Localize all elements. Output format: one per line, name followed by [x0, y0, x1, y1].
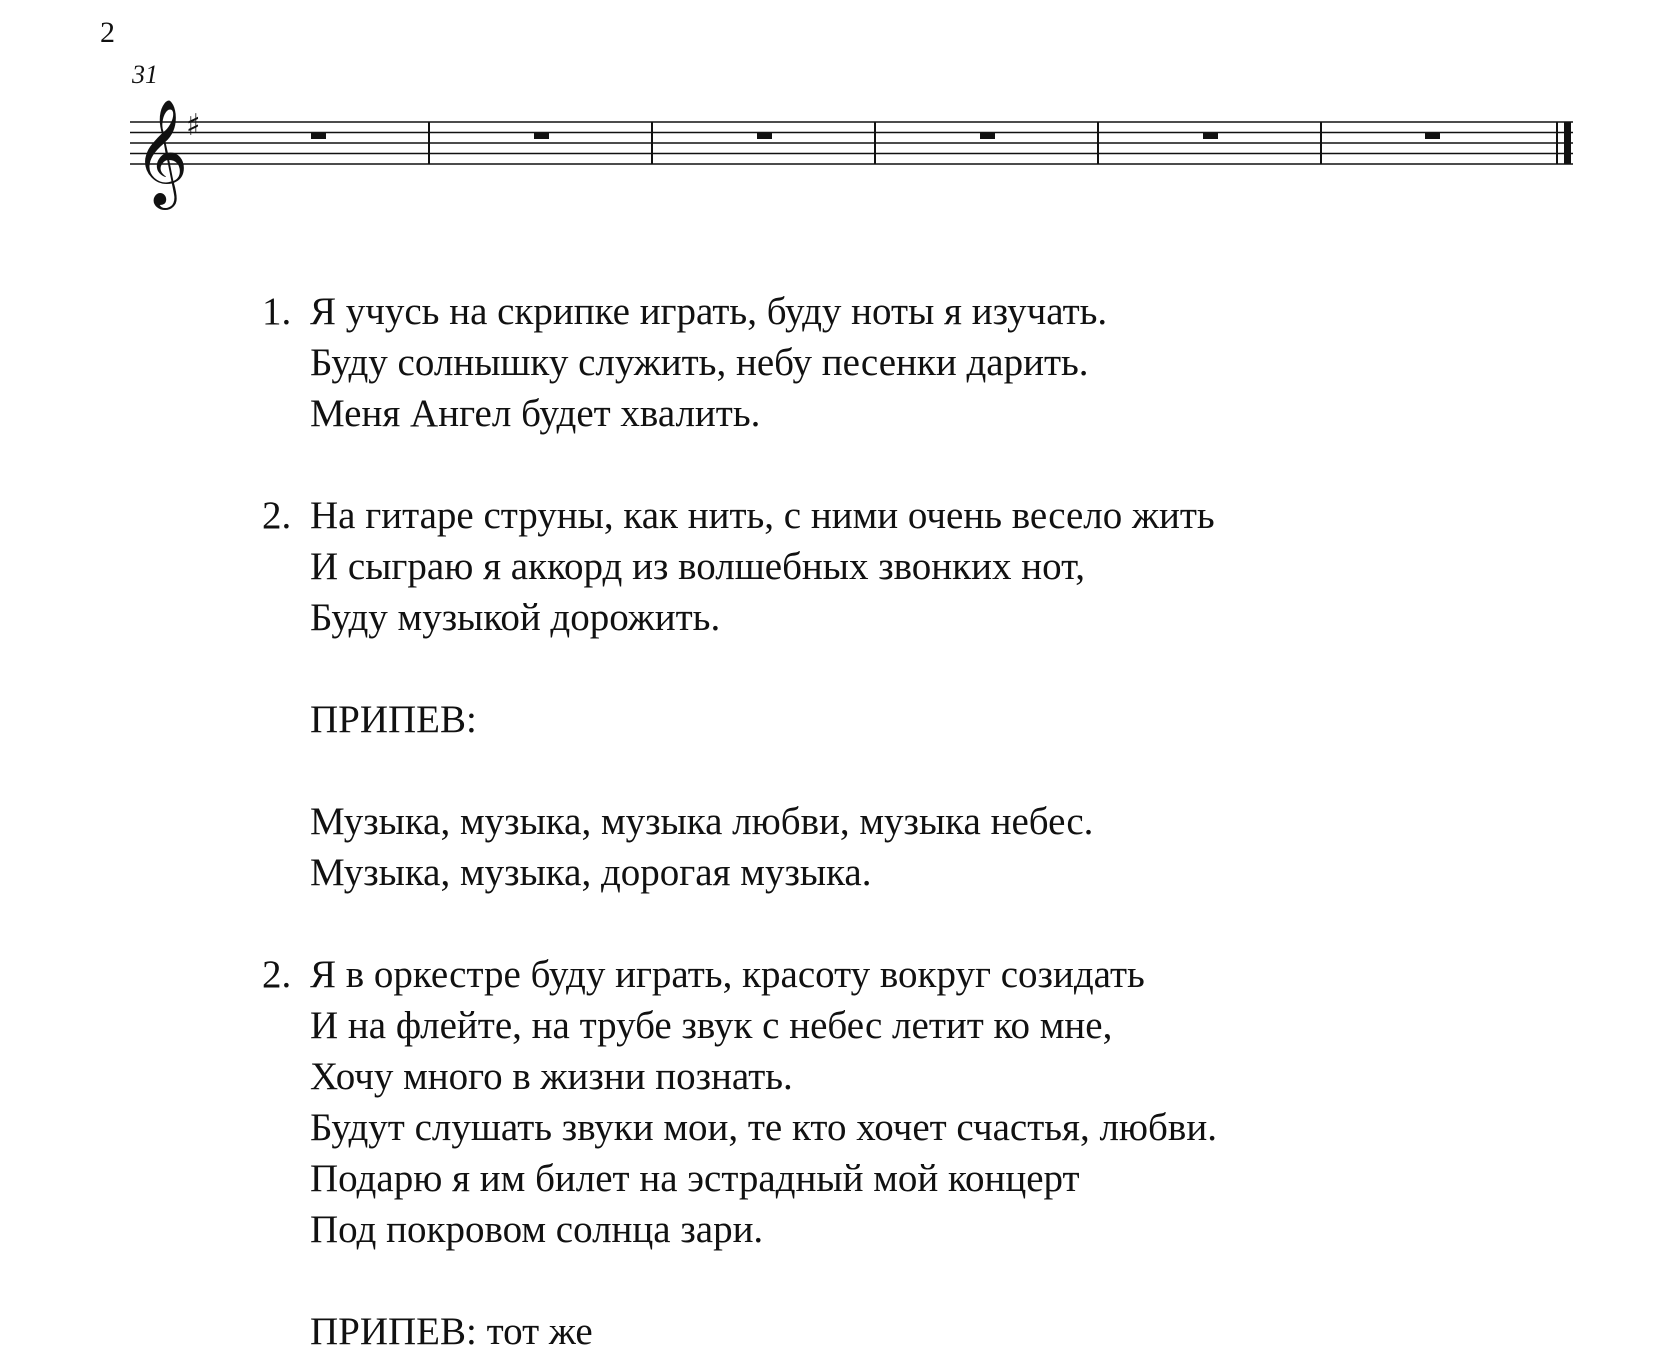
lyric-line: И сыграю я аккорд из волшебных звонких нот, — [310, 545, 1085, 588]
staff-lines — [130, 122, 1573, 164]
lyric-line: Буду солнышку служить, небу песенки дарить. — [310, 341, 1089, 384]
whole-rest — [1203, 133, 1218, 139]
whole-rest — [980, 133, 995, 139]
final-barline-thick — [1564, 122, 1571, 164]
chorus-repeat-label: ПРИПЕВ: тот же — [310, 1310, 593, 1353]
chorus — [310, 796, 1462, 898]
lyric-line: Музыка, музыка, дорогая музыка. — [310, 851, 872, 894]
whole-rest — [1425, 133, 1440, 139]
lyric-line: На гитаре струны, как нить, с ними очень весело жить — [310, 494, 1215, 537]
page-number: 2 — [100, 16, 115, 49]
lyric-line: Подарю я им билет на эстрадный мой концерт — [310, 1157, 1080, 1200]
verse-number: 1. — [262, 290, 292, 333]
verse-number: 2. — [262, 494, 292, 537]
lyric-line: Я в оркестре буду играть, красоту вокруг созидать — [310, 953, 1145, 996]
treble-clef-icon: 𝄞 — [134, 98, 189, 205]
lyric-line: Под покровом солнца зари. — [310, 1208, 764, 1251]
lyric-line: Хочу много в жизни познать. — [310, 1055, 793, 1098]
lyrics — [262, 286, 1462, 1357]
verse-number: 2. — [262, 953, 292, 996]
whole-rest — [311, 133, 326, 139]
chorus-repeat-block — [310, 1306, 1462, 1357]
whole-rest — [757, 133, 772, 139]
sharp-icon: ♯ — [186, 108, 201, 143]
verse-3 — [262, 949, 1462, 1255]
lyric-line: Будут слушать звуки мои, те кто хочет счастья, любви. — [310, 1106, 1217, 1149]
lyric-line: И на флейте, на трубе звук с небес летит ко мне, — [310, 1004, 1113, 1047]
lyric-line: Я учусь на скрипке играть, буду ноты я изучать. — [310, 290, 1108, 333]
lyric-line: Музыка, музыка, музыка любви, музыка небес. — [310, 800, 1094, 843]
verse-2 — [262, 490, 1462, 643]
whole-rest — [534, 133, 549, 139]
lyric-line: Меня Ангел будет хвалить. — [310, 392, 761, 435]
verse-1 — [262, 286, 1462, 439]
chorus-label: ПРИПЕВ: — [310, 698, 477, 741]
chorus-label-block — [310, 694, 1462, 745]
music-staff — [0, 0, 1656, 220]
measure-number: 31 — [132, 60, 158, 89]
lyric-line: Буду музыкой дорожить. — [310, 596, 721, 639]
